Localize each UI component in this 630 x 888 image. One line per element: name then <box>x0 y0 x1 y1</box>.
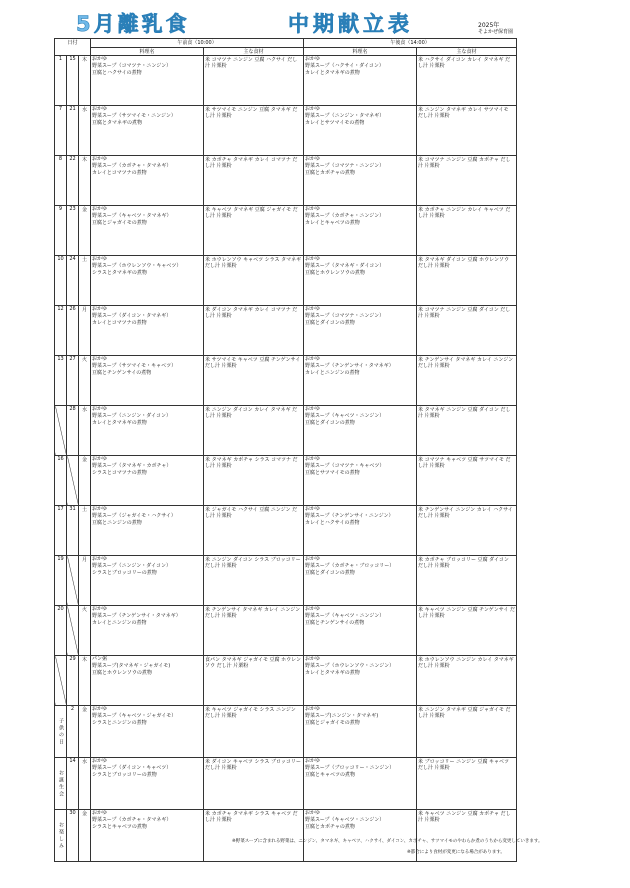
pm-dish-name: 野菜スープ（カボチャ・ニンジン） <box>305 213 385 219</box>
pm-ingredient-cell <box>417 456 517 506</box>
pm-ingredients: 米 ニンジン タマネギ 豆腐 ジャガイモ だし汁 片栗粉 <box>418 707 511 719</box>
pm-ingredients: 米 ハクサイ ダイコン カレイ タマネギ だし汁 片栗粉 <box>418 57 511 69</box>
am-ingredients: 米 カボチャ タマネギ シラス キャベツ だし汁 片栗粉 <box>205 811 298 823</box>
date-header: 日付 <box>55 39 91 56</box>
menu-row <box>55 406 517 456</box>
day-number: 17 <box>55 506 67 556</box>
am-ingredients: 米 ダイコン キャベツ シラス ブロッコリー だし汁 片栗粉 <box>205 759 301 771</box>
footnote-vegetables: ※野菜スープに含まれる野菜は、ニンジン、タマネギ、キャベツ、ハクサイ、ダイコン、カボチャ、サツマイモのやわらか煮のうちから変更していきます。 <box>232 839 543 844</box>
pm-dish-cell <box>304 206 417 256</box>
am-ingredient-cell <box>204 156 304 206</box>
am-dish-name: おかゆ <box>92 810 108 816</box>
menu-row <box>55 758 517 810</box>
am-dish-name: 野菜スープ（キャベツ・ジャガイモ） <box>92 713 177 719</box>
am-dish-name: 野菜スープ(タマネギ・ジャガイモ) <box>92 663 171 669</box>
day-weekday: 金 <box>79 810 91 862</box>
pm-ingredient-header: 主な食材 <box>417 48 517 56</box>
am-ingredient-cell <box>204 206 304 256</box>
pm-dish-cell <box>304 758 417 810</box>
menu-row <box>55 706 517 758</box>
am-dish-name: 豆腐とニンジンの煮物 <box>92 520 142 526</box>
pm-ingredients: 米 コマツナ ニンジン 豆腐 ダイコン だし汁 片栗粉 <box>418 307 511 319</box>
menu-row <box>55 106 517 156</box>
am-dish-name: 野菜スープ（ジャガイモ・ハクサイ） <box>92 513 176 519</box>
pm-ingredient-cell <box>417 206 517 256</box>
am-dish-cell <box>91 656 204 706</box>
pm-dish-cell <box>304 356 417 406</box>
am-dish-cell <box>91 810 204 862</box>
am-ingredients: 米 サツマイモ ニンジン 豆腐 タマネギ だし汁 片栗粉 <box>205 107 298 119</box>
pm-ingredients: 米 チンゲンサイ ニンジン カレイ ハクサイ だし汁 片栗粉 <box>418 507 513 519</box>
day-number: 13 <box>55 356 67 406</box>
pm-ingredients: 米 ニンジン タマネギ カレイ サツマイモ だし汁 片栗粉 <box>418 107 509 119</box>
menu-table <box>54 38 517 862</box>
am-dish-name: おかゆ <box>92 256 108 262</box>
day-date: 24 <box>67 256 79 306</box>
am-ingredient-cell <box>204 306 304 356</box>
pm-dish-name: 豆腐とホウレンソウの煮物 <box>305 270 365 276</box>
day-weekday: 木 <box>79 656 91 706</box>
pm-dish-name: 野菜スープ（キャベツ・ニンジン） <box>305 817 385 823</box>
am-dish-name: カレイとコマツナの煮物 <box>92 170 147 176</box>
pm-dish-name: おかゆ <box>305 306 321 312</box>
am-dish-name: 野菜スープ（タマネギ・カボチャ） <box>92 463 172 469</box>
am-ingredients: 米 キャベツ ジャガイモ シラス ニンジン だし汁 片栗粉 <box>205 707 296 719</box>
day-date <box>67 456 79 506</box>
title-phase: 中期献立表 <box>288 12 413 36</box>
am-ingredient-cell <box>204 356 304 406</box>
am-dish-name: おかゆ <box>92 356 108 362</box>
pm-dish-name: 野菜スープ（キャベツ・ニンジン） <box>305 613 385 619</box>
am-dish-name: 野菜スープ（サツマイモ・ニンジン） <box>92 113 176 119</box>
pm-dish-name: 野菜スープ(ニンジン・タマネギ) <box>305 713 379 719</box>
day-weekday: 火 <box>79 356 91 406</box>
am-dish-cell <box>91 506 204 556</box>
pm-dish-name: 豆腐とダイコンの煮物 <box>305 570 355 576</box>
pm-dish-name: 豆腐とチンゲンサイの煮物 <box>305 620 365 626</box>
am-dish-name: 野菜スープ（キャベツ・タマネギ） <box>92 213 172 219</box>
am-ingredient-cell <box>204 506 304 556</box>
pm-dish-name: おかゆ <box>305 606 321 612</box>
pm-ingredient-cell <box>417 406 517 456</box>
day-number: 19 <box>55 556 67 606</box>
pm-dish-cell <box>304 810 417 862</box>
menu-row <box>55 506 517 556</box>
day-number <box>55 406 67 456</box>
day-date: 31 <box>67 506 79 556</box>
pm-ingredients: 米 コマツナ キャベツ 豆腐 サツマイモ だし汁 片栗粉 <box>418 457 511 469</box>
am-dish-name: 豆腐とホウレンソウの煮物 <box>92 670 152 676</box>
am-ingredients: 米 ニンジン ダイコン シラス ブロッコリー だし汁 片栗粉 <box>205 557 301 569</box>
am-dish-name: 野菜スープ（ホウレンソウ・キャベツ） <box>92 263 182 269</box>
pm-dish-name: カレイとタマネギの煮物 <box>305 70 360 76</box>
am-dish-cell <box>91 456 204 506</box>
am-dish-name: 野菜スープ（カボチャ・タマネギ） <box>92 163 172 169</box>
pm-dish-name: おかゆ <box>305 810 321 816</box>
am-ingredient-cell <box>204 456 304 506</box>
am-ingredient-cell <box>204 810 304 862</box>
pm-dish-cell <box>304 556 417 606</box>
pm-dish-cell <box>304 506 417 556</box>
pm-ingredients: 米 コマツナ ニンジン 豆腐 カボチャ だし汁 片栗粉 <box>418 157 511 169</box>
pm-ingredients: 米 タマネギ ダイコン 豆腐 ホウレンソウ だし汁 片栗粉 <box>418 257 509 269</box>
day-number: 16 <box>55 456 67 506</box>
pm-dish-cell <box>304 406 417 456</box>
am-ingredient-cell <box>204 256 304 306</box>
pm-ingredients: 米 ホウレンソウ ニンジン カレイ タマネギ だし汁 片栗粉 <box>418 657 514 669</box>
day-weekday: 土 <box>79 506 91 556</box>
day-weekday: 土 <box>79 256 91 306</box>
snack-header: 午後食（14:00） <box>304 39 517 48</box>
day-number: 7 <box>55 106 67 156</box>
pm-dish-name: 野菜スープ（コマツナ・ニンジン） <box>305 163 385 169</box>
menu-row <box>55 656 517 706</box>
pm-dish-name: 豆腐とキャベツの煮物 <box>305 772 356 778</box>
am-dish-name: シラスとブロッコリーの煮物 <box>92 772 157 778</box>
menu-row <box>55 206 517 256</box>
day-date: 23 <box>67 206 79 256</box>
pm-dish-cell <box>304 156 417 206</box>
am-dish-name: 豆腐とタマネギの煮物 <box>92 120 143 126</box>
am-dish-cell <box>91 556 204 606</box>
pm-dish-cell <box>304 606 417 656</box>
am-dish-name: 野菜スープ（チンゲンサイ・タマネギ） <box>92 613 181 619</box>
am-ingredients: 米 サツマイモ キャベツ 豆腐 チンゲンサイ だし汁 片栗粉 <box>205 357 301 369</box>
pm-dish-name: おかゆ <box>305 256 321 262</box>
day-date: 30 <box>67 810 79 862</box>
pm-ingredients: 米 チンゲンサイ タマネギ カレイ ニンジン だし汁 片栗粉 <box>418 357 514 369</box>
am-dish-name: おかゆ <box>92 758 108 764</box>
day-date: 14 <box>67 758 79 810</box>
am-ingredient-cell <box>204 606 304 656</box>
am-dish-cell <box>91 306 204 356</box>
am-dish-name: 野菜スープ（コマツナ・ニンジン） <box>92 63 172 69</box>
pm-ingredient-cell <box>417 306 517 356</box>
pm-dish-name: 野菜スープ（ホウレンソウ・ニンジン） <box>305 663 395 669</box>
day-weekday: 木 <box>79 156 91 206</box>
pm-dish-name: おかゆ <box>305 556 321 562</box>
pm-dish-name: 豆腐とカボチャの煮物 <box>305 170 355 176</box>
pm-dish-name: 野菜スープ（キャベツ・ニンジン） <box>305 413 385 419</box>
pm-dish-name: おかゆ <box>305 456 321 462</box>
am-dish-name: 野菜スープ（ダイコン・キャベツ） <box>92 765 172 771</box>
day-date: 28 <box>67 406 79 456</box>
am-dish-name: シラスとタマネギの煮物 <box>92 270 147 276</box>
menu-row <box>55 156 517 206</box>
pm-dish-name: カレイとタマネギの煮物 <box>305 670 360 676</box>
pm-ingredients: 米 キャベツ ニンジン 豆腐 チンゲンサイ だし汁 片栗粉 <box>418 607 515 619</box>
pm-dish-name: おかゆ <box>305 706 321 712</box>
day-number: 10 <box>55 256 67 306</box>
am-ingredient-cell <box>204 556 304 606</box>
day-weekday: 金 <box>79 706 91 758</box>
am-dish-name: 豆腐とチンゲンサイの煮物 <box>92 370 152 376</box>
pm-ingredient-cell <box>417 156 517 206</box>
am-ingredient-cell <box>204 656 304 706</box>
pm-dish-name: おかゆ <box>305 206 321 212</box>
day-date <box>67 556 79 606</box>
day-date <box>67 606 79 656</box>
pm-dish-name: 野菜スープ（コマツナ・キャベツ） <box>305 463 385 469</box>
am-ingredients: 食パン タマネギ ジャガイモ 豆腐 ホウレンソウ だし汁 片栗粉 <box>205 657 302 669</box>
am-dish-cell <box>91 206 204 256</box>
pm-dish-name: 豆腐とサツマイモの煮物 <box>305 470 360 476</box>
lunch-header: 午前食（10:00） <box>91 39 304 48</box>
pm-dish-name: カレイとサツマイモの煮物 <box>305 120 365 126</box>
am-dish-name: 豆腐とジャガイモの煮物 <box>92 220 147 226</box>
pm-dish-name: おかゆ <box>305 356 321 362</box>
menu-row <box>55 556 517 606</box>
day-number: 8 <box>55 156 67 206</box>
pm-ingredient-cell <box>417 706 517 758</box>
am-ingredients: 米 ジャガイモ ハクサイ 豆腐 ニンジン だし汁 片栗粉 <box>205 507 298 519</box>
day-date: 15 <box>67 56 79 106</box>
pm-dish-cell <box>304 256 417 306</box>
pm-dish-name: カレイとハクサイの煮物 <box>305 520 360 526</box>
pm-ingredient-cell <box>417 556 517 606</box>
pm-dish-name: おかゆ <box>305 506 321 512</box>
am-dish-cell <box>91 106 204 156</box>
title-bar <box>76 8 470 34</box>
menu-row <box>55 606 517 656</box>
am-dish-name: 野菜スープ（ニンジン・ダイコン） <box>92 413 171 419</box>
am-ingredient-cell <box>204 106 304 156</box>
am-dish-name: おかゆ <box>92 506 108 512</box>
am-ingredients: 米 ダイコン タマネギ カレイ コマツナ だし汁 片栗粉 <box>205 307 298 319</box>
day-weekday: 月 <box>79 306 91 356</box>
am-dish-cell <box>91 758 204 810</box>
nursery-name: そよかぜ保育園 <box>478 29 514 35</box>
am-dish-name: おかゆ <box>92 156 108 162</box>
am-dish-name: 野菜スープ（ニンジン・ダイコン） <box>92 563 171 569</box>
pm-dish-name: 豆腐とダイコンの煮物 <box>305 320 355 326</box>
am-dish-name: おかゆ <box>92 206 108 212</box>
pm-dish-name: 野菜スープ（ブロッコリー・ニンジン） <box>305 765 395 771</box>
am-dish-name: 野菜スープ（カボチャ・タマネギ） <box>92 817 172 823</box>
am-ingredients: 米 キャベツ タマネギ 豆腐 ジャガイモ だし汁 片栗粉 <box>205 207 298 219</box>
pm-dish-cell <box>304 56 417 106</box>
pm-dish-name: おかゆ <box>305 56 321 62</box>
menu-row <box>55 56 517 106</box>
pm-dish-cell <box>304 306 417 356</box>
pm-ingredient-cell <box>417 758 517 810</box>
am-dish-name: シラスとブロッコリーの煮物 <box>92 570 157 576</box>
day-weekday: 金 <box>79 206 91 256</box>
pm-dish-name: 豆腐とジャガイモの煮物 <box>305 720 360 726</box>
am-dish-name: カレイとニンジンの煮物 <box>92 620 147 626</box>
day-number: 子供の日 <box>55 706 67 758</box>
day-weekday: 月 <box>79 556 91 606</box>
am-ingredient-cell <box>204 406 304 456</box>
day-number: 20 <box>55 606 67 656</box>
am-dish-cell <box>91 256 204 306</box>
pm-dish-name: おかゆ <box>305 758 321 764</box>
am-dish-name: 豆腐とハクサイの煮物 <box>92 70 142 76</box>
pm-ingredient-cell <box>417 56 517 106</box>
am-dish-name: おかゆ <box>92 106 108 112</box>
pm-dish-name: おかゆ <box>305 156 321 162</box>
pm-dish-cell <box>304 106 417 156</box>
am-dish-cell <box>91 706 204 758</box>
am-dish-name: パン粥 <box>92 656 108 662</box>
day-weekday: 水 <box>79 406 91 456</box>
pm-dish-name: 野菜スープ（カボチャ・ブロッコリー） <box>305 563 395 569</box>
day-number: 1 <box>55 56 67 106</box>
am-ingredients: 米 コマツナ ニンジン 豆腐 ハクサイ だし汁 片栗粉 <box>205 57 298 69</box>
day-date: 26 <box>67 306 79 356</box>
pm-dish-name: 野菜スープ（コマツナ・ニンジン） <box>305 313 385 319</box>
title-month: 5月離乳食 <box>76 12 190 36</box>
am-ingredient-cell <box>204 758 304 810</box>
pm-dish-name: 野菜スープ（ハクサイ・ダイコン） <box>305 63 384 69</box>
pm-ingredient-cell <box>417 656 517 706</box>
pm-dish-name: おかゆ <box>305 656 321 662</box>
am-dish-name: カレイとタマネギの煮物 <box>92 420 147 426</box>
pm-ingredient-cell <box>417 606 517 656</box>
am-dish-cell <box>91 356 204 406</box>
am-dish-header: 料理名 <box>91 48 204 56</box>
am-dish-name: おかゆ <box>92 556 108 562</box>
pm-ingredients: 米 キャベツ ニンジン 豆腐 カボチャ だし汁 片栗粉 <box>418 811 511 823</box>
day-date: 27 <box>67 356 79 406</box>
pm-dish-name: カレイとキャベツの煮物 <box>305 220 360 226</box>
pm-dish-cell <box>304 706 417 758</box>
day-number: お楽しみ <box>55 810 67 862</box>
pm-dish-name: 豆腐とカボチャの煮物 <box>305 824 355 830</box>
footnote-change: ※都合により食材が変更になる場合があります。 <box>407 850 505 855</box>
am-dish-name: おかゆ <box>92 706 108 712</box>
day-weekday: 木 <box>79 56 91 106</box>
am-ingredient-cell <box>204 56 304 106</box>
pm-ingredients: 米 ブロッコリー ニンジン 豆腐 キャベツ だし汁 片栗粉 <box>418 759 510 771</box>
pm-ingredients: 米 カボチャ ニンジン カレイ キャベツ だし汁 片栗粉 <box>418 207 511 219</box>
am-ingredients: 米 チンゲンサイ タマネギ カレイ ニンジン だし汁 片栗粉 <box>205 607 301 619</box>
pm-ingredient-cell <box>417 106 517 156</box>
am-dish-name: おかゆ <box>92 456 108 462</box>
pm-ingredients: 米 カボチャ ブロッコリー 豆腐 ダイコン だし汁 片栗粉 <box>418 557 509 569</box>
am-dish-name: カレイとコマツナの煮物 <box>92 320 147 326</box>
pm-ingredient-cell <box>417 506 517 556</box>
am-dish-name: シラスとコマツナの煮物 <box>92 470 147 476</box>
am-dish-name: 野菜スープ（ダイコン・タマネギ） <box>92 313 172 319</box>
pm-dish-name: おかゆ <box>305 106 321 112</box>
menu-row <box>55 356 517 406</box>
am-dish-name: おかゆ <box>92 56 108 62</box>
pm-dish-name: 野菜スープ（ニンジン・タマネギ） <box>305 113 385 119</box>
am-dish-cell <box>91 156 204 206</box>
am-dish-cell <box>91 56 204 106</box>
pm-dish-name: 野菜スープ（チンゲンサイ・タマネギ） <box>305 363 394 369</box>
day-number: 12 <box>55 306 67 356</box>
am-dish-name: シラスとキャベツの煮物 <box>92 824 147 830</box>
day-date: 2 <box>67 706 79 758</box>
menu-row <box>55 256 517 306</box>
day-date: 29 <box>67 656 79 706</box>
am-dish-name: おかゆ <box>92 306 108 312</box>
am-ingredient-header: 主な食材 <box>204 48 304 56</box>
am-dish-cell <box>91 406 204 456</box>
day-number: お誕生会 <box>55 758 67 810</box>
pm-dish-cell <box>304 456 417 506</box>
am-ingredients: 米 ニンジン ダイコン カレイ タマネギ だし汁 片栗粉 <box>205 407 298 419</box>
am-ingredients: 米 カボチャ タマネギ カレイ コマツナ だし汁 片栗粉 <box>205 157 298 169</box>
am-dish-name: 野菜スープ（サツマイモ・キャベツ） <box>92 363 177 369</box>
am-dish-name: シラスとニンジンの煮物 <box>92 720 147 726</box>
am-dish-cell <box>91 606 204 656</box>
am-dish-name: おかゆ <box>92 606 108 612</box>
am-ingredients: 米 ホウレンソウ キャベツ シラス タマネギ だし汁 片栗粉 <box>205 257 302 269</box>
day-weekday: 水 <box>79 106 91 156</box>
am-ingredients: 米 タマネギ カボチャ シラス コマツナ だし汁 片栗粉 <box>205 457 298 469</box>
pm-dish-name: 野菜スープ（タマネギ・ダイコン） <box>305 263 385 269</box>
pm-dish-name: おかゆ <box>305 406 321 412</box>
day-weekday: 金 <box>79 456 91 506</box>
menu-row <box>55 306 517 356</box>
day-date: 21 <box>67 106 79 156</box>
day-number: 9 <box>55 206 67 256</box>
day-date: 22 <box>67 156 79 206</box>
pm-dish-name: カレイとニンジンの煮物 <box>305 370 360 376</box>
am-ingredient-cell <box>204 706 304 758</box>
am-dish-name: おかゆ <box>92 406 108 412</box>
pm-dish-header: 料理名 <box>304 48 417 56</box>
pm-dish-cell <box>304 656 417 706</box>
day-number <box>55 656 67 706</box>
day-weekday: 水 <box>79 758 91 810</box>
pm-ingredient-cell <box>417 356 517 406</box>
pm-ingredient-cell <box>417 256 517 306</box>
year-label: 2025年 <box>478 22 500 29</box>
day-weekday: 火 <box>79 606 91 656</box>
pm-ingredients: 米 タマネギ ニンジン 豆腐 ダイコン だし汁 片栗粉 <box>418 407 511 419</box>
pm-dish-name: 豆腐とダイコンの煮物 <box>305 420 355 426</box>
pm-dish-name: 野菜スープ（チンゲンサイ・ニンジン） <box>305 513 394 519</box>
menu-row <box>55 456 517 506</box>
